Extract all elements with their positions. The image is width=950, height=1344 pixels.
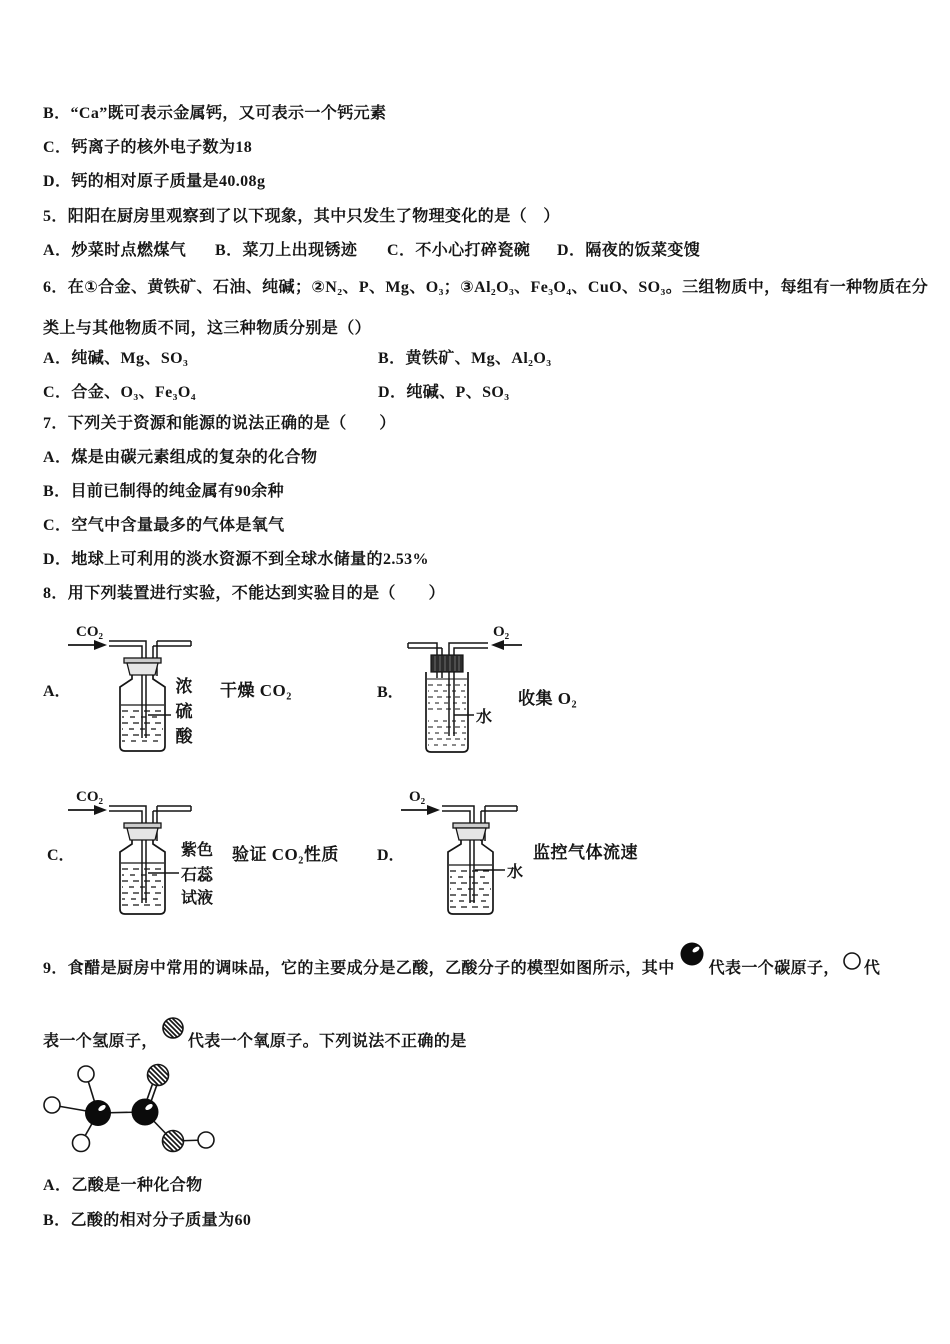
gas-in-label-a: CO₂ [76,624,103,640]
q9-option-a: A．乙酸是一种化合物 [43,1177,203,1194]
stopper-c [127,828,158,840]
q9-text-2: 代表一个碳原子， [708,960,840,977]
hydrogen-atom-icon [842,951,862,971]
water-b [427,679,467,745]
bonds [52,1074,206,1143]
q5-option-b: B．菜刀上出现锈迹 [215,242,358,259]
gas-in-label-c: CO₂ [76,789,103,805]
bottle-b [426,672,468,752]
gas-in-label-d: O₂ [409,789,426,805]
q7-stem: 7．下列关于资源和能源的说法正确的是（ ） [43,415,396,432]
q9-stem-line1 [43,941,880,979]
q6-option-a: A．纯碱、Mg、SO₃ [43,350,189,367]
q6-stem-line2: 类上与其他物质不同，这三种物质分别是（） [43,320,372,337]
apparatus-c-letter: C． [47,847,75,864]
q5-stem: 5．阳阳在厨房里观察到了以下现象，其中只发生了物理变化的是（ ） [43,208,560,225]
stopper-cap-d [453,823,489,828]
tubes-c [109,806,191,903]
q4-option-b: B．“Ca”既可表示金属钙，又可表示一个钙元素 [43,105,387,122]
stopper-cap-c [124,823,161,828]
q9-option-b: B．乙酸的相对分子质量为60 [43,1212,252,1229]
q7-option-c: C．空气中含量最多的气体是氧气 [43,517,285,534]
svg-text:硫: 硫 [175,702,193,721]
apparatus-c-purpose: 验证 CO₂性质 [232,845,339,864]
gas-washing-bottle-a [60,618,210,763]
gas-washing-bottle-d [395,783,545,928]
apparatus-b-purpose: 收集 O₂ [518,689,578,708]
q5-option-d: D．隔夜的饭菜变馊 [557,242,701,259]
reagent-label-d: 水 [507,864,524,881]
q6-option-c: C．合金、O₃、Fe₃O₄ [43,384,196,401]
apparatus-d-letter: D． [377,847,405,864]
svg-text:石蕊: 石蕊 [181,867,214,884]
stopper-b [431,655,463,672]
stopper-d [456,828,486,840]
q9-text-1: 9．食醋是厨房中常用的调味品，它的主要成分是乙酸，乙酸分子的模型如图所示，其中 [43,960,675,977]
apparatus-b-letter: B． [377,684,404,701]
gas-washing-bottle-b [380,618,525,763]
q9-text-5: 代表一个氧原子。下列说法不正确的是 [187,1033,467,1050]
apparatus-a-letter: A． [43,683,71,700]
apparatus-a-purpose: 干燥 CO₂ [220,681,292,700]
q7-option-b: B．目前已制得的纯金属有90余种 [43,483,285,500]
gas-washing-bottle-c [60,783,230,928]
q5-option-c: C．不小心打碎瓷碗 [387,242,531,259]
reagent-label-c [181,840,214,907]
q6-option-d: D．纯碱、P、SO₃ [378,384,510,401]
q9-text-3: 代 [863,960,881,977]
svg-text:紫色: 紫色 [181,842,214,859]
q8-stem: 8．用下列装置进行实验，不能达到实验目的是（ ） [43,585,446,602]
svg-text:酸: 酸 [175,727,193,746]
q9-stem-line2 [43,1016,467,1052]
reagent-label-b: 水 [476,709,493,726]
q4-option-d: D．钙的相对原子质量是40.08g [43,173,266,190]
stopper-a [127,663,158,675]
q7-option-a: A．煤是由碳元素组成的复杂的化合物 [43,449,318,466]
apparatus-d-purpose: 监控气体流速 [533,843,638,862]
q4-option-c: C．钙离子的核外电子数为18 [43,139,253,156]
svg-text:试液: 试液 [181,890,214,907]
q7-option-d: D．地球上可利用的淡水资源不到全球水储量的2.53% [43,551,429,568]
q6-option-b: B．黄铁矿、Mg、Al₂O₃ [378,350,552,367]
reagent-label-a [176,676,194,746]
q9-text-4: 表一个氢原子， [43,1033,158,1050]
carbon-atom-icon [679,941,705,967]
stopper-cap-a [124,658,161,663]
oxygen-atom-icon [161,1016,185,1040]
q6-stem-line1: 6．在①合金、黄铁矿、石油、纯碱；②N₂、P、Mg、O₃；③Al₂O₃、Fe₃O₄、CuO、SO₃。三组物质中，每组有一种物质在分 [43,279,929,296]
acetic-acid-molecule-model [35,1058,235,1183]
q5-option-a: A．炒菜时点燃煤气 [43,242,187,259]
gas-in-label-b: O₂ [493,624,510,640]
svg-text:浓: 浓 [175,677,193,696]
